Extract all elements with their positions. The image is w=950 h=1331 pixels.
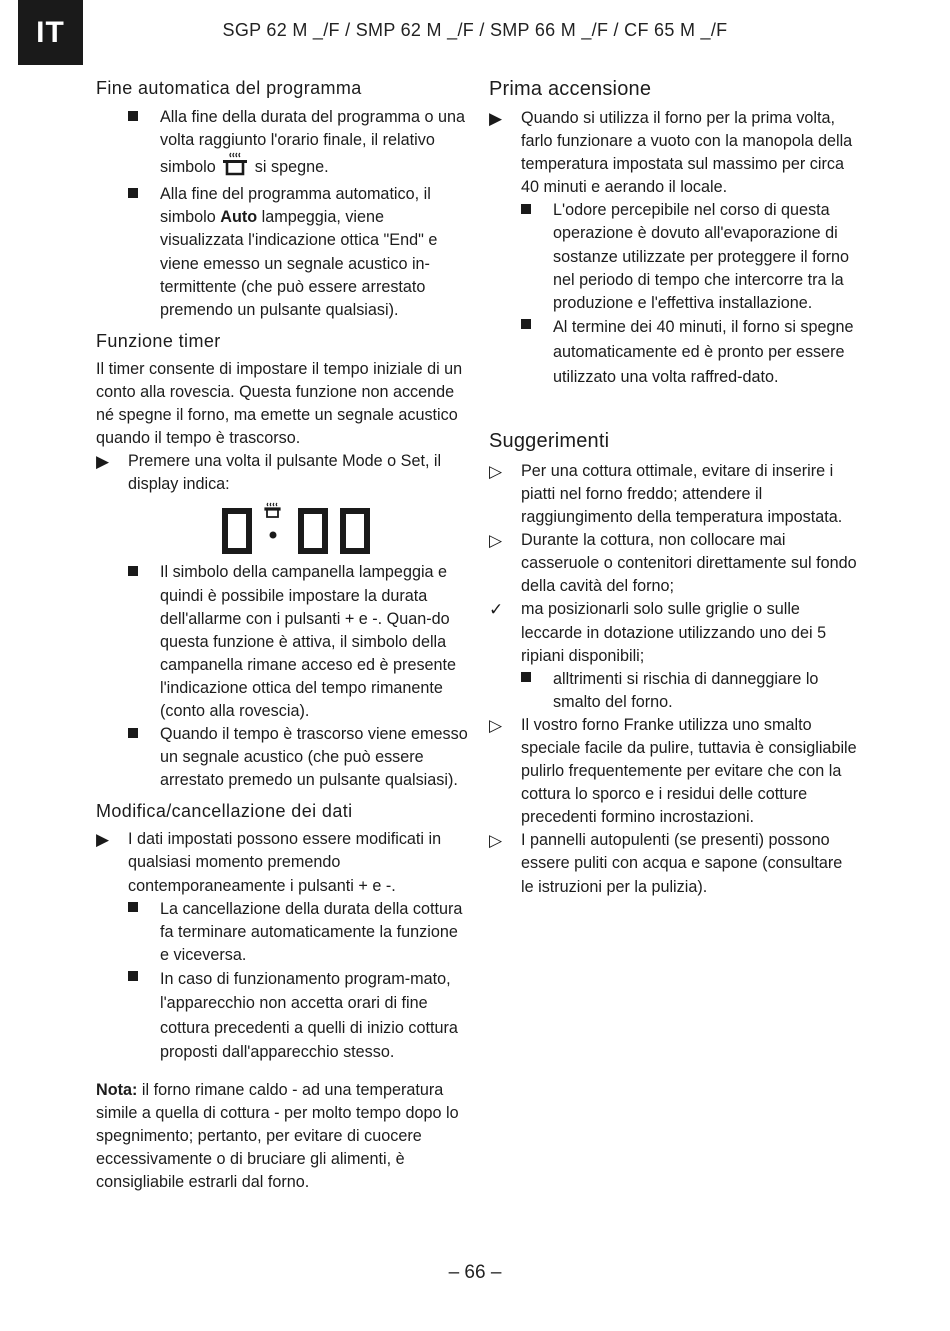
list-item xyxy=(96,106,468,183)
list-item xyxy=(96,723,468,792)
tip-text: Il vostro forno Franke utilizza uno smalto speciale facile da pulire, tuttavia è consigliabile pulirlo frequentemente per evitare che con la cottura lo sporco e i residui delle cotture precedenti formino incrostazioni. xyxy=(521,715,857,827)
list-item-text: Al termine dei 40 minuti, il forno si spegne automaticamente ed è pronto per essere utilizzato una volta raffred-dato. xyxy=(553,317,854,386)
model-header: SGP 62 M _/F / SMP 62 M _/F / SMP 66 M _/F / CF 65 M _/F xyxy=(222,20,728,40)
tip-item xyxy=(489,829,859,898)
list-item-text: Quando il tempo è trascorso viene emesso un segnale acustico (che può essere arrestato premedo un pulsante qualsiasi). xyxy=(160,725,468,790)
outline-arrow-icon: ▷ xyxy=(489,531,503,551)
square-bullet-icon xyxy=(128,561,148,584)
list-item xyxy=(96,898,468,967)
list-item-text: Il simbolo della campanella lampeggia e quindi è possibile impostare la durata dell'allarme con i pulsanti + e -. Quan-do questa funzione è attiva, il simbolo della campanella rimane acceso ed è presente l'indicazione ottica del tempo rimanente (conto alla rovescia). xyxy=(160,563,457,720)
timer-intro: Il timer consente di impostare il tempo iniziale di un conto alla rovescia. Questa funzione non accende né spegne il forno, ma emette un segnale acustico quando il tempo è trascorso. xyxy=(96,359,463,448)
tip-text: Per una cottura ottimale, evitare di inserire i piatti nel forno freddo; attendere il raggiungimento della temperatura impostata. xyxy=(521,461,843,527)
pot-icon xyxy=(222,152,248,183)
outline-arrow-icon: ▷ xyxy=(489,461,503,481)
outline-arrow-icon: ▷ xyxy=(489,831,503,851)
outline-arrow-icon: ▷ xyxy=(489,715,503,735)
step-item xyxy=(96,450,468,496)
list-item-text: Alla fine del programma automatico, il simbolo Auto lampeggia, viene visualizzata l'indicazione ottica "End" e viene emesso un segnale acustico in-termittente (che può essere arrestato premendo un pulsante qualsiasi). xyxy=(160,185,438,319)
section-title-tips: Suggerimenti xyxy=(489,429,610,452)
tip-text: Durante la cottura, non collocare mai casseruole o contenitori direttamente sul fondo della cavità del forno; xyxy=(521,531,857,596)
list-item xyxy=(489,315,859,390)
tip-item xyxy=(489,714,859,829)
tip-item xyxy=(489,529,859,598)
language-badge: IT xyxy=(18,0,83,65)
section-title-first-use: Prima accensione xyxy=(489,78,652,100)
left-column xyxy=(96,73,468,1194)
timer-display-digits xyxy=(217,501,377,561)
list-item-text: In caso di funzionamento program-mato, l'apparecchio non accetta orari di fine cottura precedenti a quelli di inizio cottura proposti dall'apparecchio stesso. xyxy=(160,969,458,1062)
list-item xyxy=(96,561,468,723)
list-item xyxy=(489,199,859,314)
tip-item xyxy=(489,598,859,667)
list-item-text: alltrimenti si rischia di danneggiare lo smalto del forno. xyxy=(553,669,819,711)
square-bullet-icon xyxy=(521,668,541,691)
play-arrow-icon: ▶ xyxy=(96,452,110,472)
list-item-text: Alla fine della durata del programma o una volta raggiunto l'orario finale, il relativo simbolo si spegne. xyxy=(160,106,468,183)
tip-text: ma posizionarli solo sulle griglie o sulle leccarde in dotazione utilizzando uno dei 5 ripiani disponibili; xyxy=(521,600,827,665)
square-bullet-icon xyxy=(128,106,148,129)
timer-display xyxy=(96,501,468,565)
step-text: Premere una volta il pulsante Mode o Set, il display indica: xyxy=(128,452,442,494)
right-column xyxy=(489,73,859,899)
step-text: Quando si utilizza il forno per la prima volta, farlo funzionare a vuoto con la manopola della temperatura impostata sul massimo per circa 40 minuti e aerando il locale. xyxy=(521,109,853,197)
square-bullet-icon xyxy=(521,199,541,222)
step-item xyxy=(489,107,859,199)
note-paragraph: Nota: il forno rimane caldo - ad una temperatura simile a quella di cottura - per molto tempo dopo lo spegnimento; pertanto, per evitare di cuocere eccessivamente o di bruciare gli alimenti, è consigliabile estrarli dal forno. xyxy=(96,1080,459,1192)
tip-item xyxy=(489,460,859,529)
square-bullet-icon xyxy=(128,183,148,206)
section-title-edit-data: Modifica/cancellazione dei dati xyxy=(96,801,353,822)
list-item xyxy=(96,967,468,1065)
section-title-timer: Funzione timer xyxy=(96,330,221,351)
list-item xyxy=(489,668,859,714)
tip-text: I pannelli autopulenti (se presenti) possono essere puliti con acqua e sapone (consultare le istruzioni per la pulizia). xyxy=(521,831,843,896)
checkmark-icon: ✓ xyxy=(489,600,504,620)
list-item xyxy=(96,183,468,322)
list-item-text: La cancellazione della durata della cottura fa terminare automaticamente la funzione e viceversa. xyxy=(160,899,463,964)
square-bullet-icon xyxy=(128,967,148,990)
list-item-text: L'odore percepibile nel corso di questa operazione è dovuto all'evaporazione di sostanze utilizzate per proteggere il forno nel periodo di tempo che intercorre tra la produzione e l'effettiva installazione. xyxy=(553,201,850,312)
square-bullet-icon xyxy=(128,723,148,746)
step-item xyxy=(96,828,468,897)
step-text: I dati impostati possono essere modificati in qualsiasi momento premendo contemporaneamente i pulsanti + e -. xyxy=(128,830,442,895)
square-bullet-icon xyxy=(521,315,541,338)
play-arrow-icon: ▶ xyxy=(489,109,503,128)
page-number: – 66 – xyxy=(448,1262,502,1283)
square-bullet-icon xyxy=(128,898,148,921)
play-arrow-icon: ▶ xyxy=(96,830,110,850)
section-title-auto-end: Fine automatica del programma xyxy=(96,78,362,98)
